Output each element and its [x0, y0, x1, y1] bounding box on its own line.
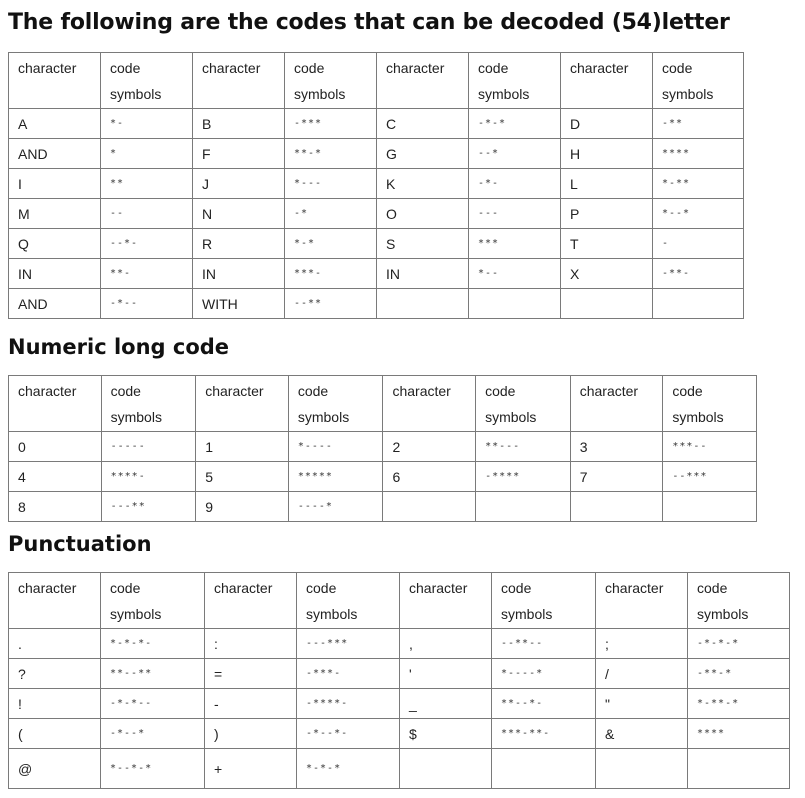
code-symbol-cell: *-*-*-	[101, 629, 205, 659]
header-code-symbols	[492, 573, 596, 629]
header-code-line2: symbols	[110, 606, 162, 622]
code-symbol-cell: ****	[653, 139, 744, 169]
code-symbol-cell: -*-*-*	[688, 629, 790, 659]
header-code-line1: code	[485, 383, 516, 399]
code-symbol-cell: *--*	[653, 199, 744, 229]
code-symbol-cell: ***-	[285, 259, 377, 289]
table-row	[9, 139, 744, 169]
character-cell: IN	[9, 259, 101, 289]
header-code-symbols	[288, 376, 383, 432]
code-symbol-cell: **--**	[101, 659, 205, 689]
character-cell: X	[561, 259, 653, 289]
code-symbol-cell	[469, 289, 561, 319]
header-character: character	[196, 376, 289, 432]
code-symbol-cell: *-*-*	[297, 749, 400, 789]
character-cell: G	[377, 139, 469, 169]
character-cell: '	[400, 659, 492, 689]
character-cell: /	[596, 659, 688, 689]
code-symbol-cell	[688, 749, 790, 789]
table-row	[9, 169, 744, 199]
character-cell: A	[9, 109, 101, 139]
character-cell: 7	[570, 462, 663, 492]
code-symbol-cell: ---***	[297, 629, 400, 659]
header-code-line2: symbols	[478, 86, 530, 102]
numeric-heading: Numeric long code	[8, 335, 230, 359]
character-cell: 5	[196, 462, 289, 492]
code-symbol-cell: -*-*	[469, 109, 561, 139]
header-code-line1: code	[697, 580, 728, 596]
code-symbol-cell: --	[101, 199, 193, 229]
character-cell: T	[561, 229, 653, 259]
character-cell: .	[9, 629, 101, 659]
code-symbol-cell	[476, 492, 571, 522]
code-symbol-cell: -*-	[469, 169, 561, 199]
character-cell	[561, 289, 653, 319]
character-cell: J	[193, 169, 285, 199]
table-row	[9, 229, 744, 259]
header-code-line2: symbols	[662, 86, 714, 102]
character-cell: IN	[377, 259, 469, 289]
letters-table	[8, 52, 744, 319]
character-cell: !	[9, 689, 101, 719]
header-code-line2: symbols	[110, 86, 162, 102]
table-row	[9, 492, 757, 522]
character-cell	[377, 289, 469, 319]
code-symbol-cell: *-**	[653, 169, 744, 199]
character-cell	[400, 749, 492, 789]
character-cell: R	[193, 229, 285, 259]
header-character: character	[596, 573, 688, 629]
code-symbol-cell: ***--	[663, 432, 757, 462]
character-cell: 3	[570, 432, 663, 462]
character-cell: :	[205, 629, 297, 659]
character-cell: Q	[9, 229, 101, 259]
header-code-symbols	[101, 53, 193, 109]
header-code-line2: symbols	[294, 86, 346, 102]
code-symbol-cell: **---	[476, 432, 571, 462]
code-symbol-cell: **-	[101, 259, 193, 289]
character-cell: )	[205, 719, 297, 749]
character-cell: -	[205, 689, 297, 719]
table-row	[9, 719, 790, 749]
header-code-line2: symbols	[110, 409, 162, 425]
header-code-line2: symbols	[306, 606, 358, 622]
header-code-symbols	[476, 376, 571, 432]
character-cell: M	[9, 199, 101, 229]
header-character: character	[9, 376, 102, 432]
header-code-line1: code	[294, 60, 325, 76]
character-cell: $	[400, 719, 492, 749]
code-symbol-cell	[663, 492, 757, 522]
table-row	[9, 689, 790, 719]
character-cell: 2	[383, 432, 476, 462]
header-code-symbols	[653, 53, 744, 109]
code-symbol-cell: -*-*--	[101, 689, 205, 719]
header-character: character	[9, 53, 101, 109]
code-symbol-cell: **-*	[285, 139, 377, 169]
character-cell: @	[9, 749, 101, 789]
character-cell: ,	[400, 629, 492, 659]
table-row	[9, 659, 790, 689]
code-symbol-cell: -**	[653, 109, 744, 139]
table-row	[9, 629, 790, 659]
code-symbol-cell: ****	[688, 719, 790, 749]
table-row	[9, 109, 744, 139]
character-cell: 6	[383, 462, 476, 492]
code-symbol-cell: *-	[101, 109, 193, 139]
code-symbol-cell: -**-	[653, 259, 744, 289]
punctuation-heading: Punctuation	[8, 532, 152, 556]
character-cell: WITH	[193, 289, 285, 319]
code-symbol-cell: -	[653, 229, 744, 259]
character-cell: AND	[9, 289, 101, 319]
code-symbol-cell: ***-**-	[492, 719, 596, 749]
table-row	[9, 259, 744, 289]
table-row	[9, 432, 757, 462]
character-cell: "	[596, 689, 688, 719]
header-character: character	[570, 376, 663, 432]
header-character: character	[377, 53, 469, 109]
header-character: character	[383, 376, 476, 432]
character-cell: K	[377, 169, 469, 199]
character-cell: IN	[193, 259, 285, 289]
character-cell: H	[561, 139, 653, 169]
character-cell	[570, 492, 663, 522]
header-character: character	[9, 573, 101, 629]
header-code-line1: code	[110, 60, 141, 76]
code-symbol-cell: --*-	[101, 229, 193, 259]
code-symbol-cell: *---	[285, 169, 377, 199]
code-symbol-cell: ---	[469, 199, 561, 229]
code-symbol-cell: -*--*-	[297, 719, 400, 749]
header-character: character	[193, 53, 285, 109]
punctuation-table	[8, 572, 790, 789]
character-cell	[383, 492, 476, 522]
header-code-line2: symbols	[485, 409, 537, 425]
code-symbol-cell: -****	[476, 462, 571, 492]
code-symbol-cell: *--*-*	[101, 749, 205, 789]
code-symbol-cell: **--*-	[492, 689, 596, 719]
character-cell: F	[193, 139, 285, 169]
character-cell: 1	[196, 432, 289, 462]
letters-heading: The following are the codes that can be decoded (54)letter	[8, 10, 730, 35]
code-symbol-cell: -**-*	[688, 659, 790, 689]
header-code-line1: code	[110, 383, 141, 399]
header-character: character	[561, 53, 653, 109]
code-symbol-cell: -****-	[297, 689, 400, 719]
code-symbol-cell: ***	[469, 229, 561, 259]
character-cell: D	[561, 109, 653, 139]
code-symbol-cell: *----	[288, 432, 383, 462]
header-code-line1: code	[478, 60, 509, 76]
code-symbol-cell	[653, 289, 744, 319]
character-cell: I	[9, 169, 101, 199]
header-code-line1: code	[306, 580, 337, 596]
table-header-row	[9, 573, 790, 629]
header-code-symbols	[101, 573, 205, 629]
table-row	[9, 462, 757, 492]
character-cell: 4	[9, 462, 102, 492]
code-symbol-cell: ----*	[288, 492, 383, 522]
header-code-line2: symbols	[297, 409, 350, 425]
character-cell: _	[400, 689, 492, 719]
code-symbol-cell: ****-	[101, 462, 196, 492]
header-code-line1: code	[672, 383, 703, 399]
character-cell: ?	[9, 659, 101, 689]
code-symbol-cell: --**--	[492, 629, 596, 659]
header-code-line2: symbols	[672, 409, 724, 425]
character-cell: P	[561, 199, 653, 229]
header-code-line2: symbols	[697, 606, 749, 622]
code-symbol-cell: -*	[285, 199, 377, 229]
code-symbol-cell: -*--*	[101, 719, 205, 749]
code-symbol-cell: -***-	[297, 659, 400, 689]
character-cell: O	[377, 199, 469, 229]
header-code-symbols	[469, 53, 561, 109]
header-code-symbols	[285, 53, 377, 109]
code-symbol-cell: *	[101, 139, 193, 169]
code-symbol-cell: *----*	[492, 659, 596, 689]
table-header-row	[9, 376, 757, 432]
character-cell: ;	[596, 629, 688, 659]
code-symbol-cell: ---**	[101, 492, 196, 522]
character-cell: 8	[9, 492, 102, 522]
header-character: character	[400, 573, 492, 629]
table-row	[9, 749, 790, 789]
code-symbol-cell: -----	[101, 432, 196, 462]
code-symbol-cell: -*--	[101, 289, 193, 319]
code-symbol-cell: **	[101, 169, 193, 199]
table-header-row	[9, 53, 744, 109]
header-code-line2: symbols	[501, 606, 553, 622]
code-symbol-cell: --***	[663, 462, 757, 492]
character-cell: B	[193, 109, 285, 139]
code-symbol-cell: -***	[285, 109, 377, 139]
header-code-line1: code	[110, 580, 141, 596]
character-cell: AND	[9, 139, 101, 169]
code-symbol-cell: --*	[469, 139, 561, 169]
numeric-table	[8, 375, 757, 522]
character-cell: C	[377, 109, 469, 139]
character-cell: L	[561, 169, 653, 199]
header-code-symbols	[297, 573, 400, 629]
character-cell: 9	[196, 492, 289, 522]
header-character: character	[205, 573, 297, 629]
character-cell: =	[205, 659, 297, 689]
character-cell: +	[205, 749, 297, 789]
character-cell: &	[596, 719, 688, 749]
header-code-line1: code	[501, 580, 532, 596]
code-symbol-cell	[492, 749, 596, 789]
character-cell: S	[377, 229, 469, 259]
code-symbol-cell: *-**-*	[688, 689, 790, 719]
code-symbol-cell: *-*	[285, 229, 377, 259]
header-code-symbols	[688, 573, 790, 629]
table-row	[9, 289, 744, 319]
table-row	[9, 199, 744, 229]
character-cell: (	[9, 719, 101, 749]
header-code-symbols	[101, 376, 196, 432]
code-symbol-cell: --**	[285, 289, 377, 319]
code-symbol-cell: *****	[288, 462, 383, 492]
code-symbol-cell: *--	[469, 259, 561, 289]
header-code-symbols	[663, 376, 757, 432]
header-code-line1: code	[297, 383, 329, 399]
character-cell: N	[193, 199, 285, 229]
character-cell: 0	[9, 432, 102, 462]
header-code-line1: code	[662, 60, 693, 76]
character-cell	[596, 749, 688, 789]
